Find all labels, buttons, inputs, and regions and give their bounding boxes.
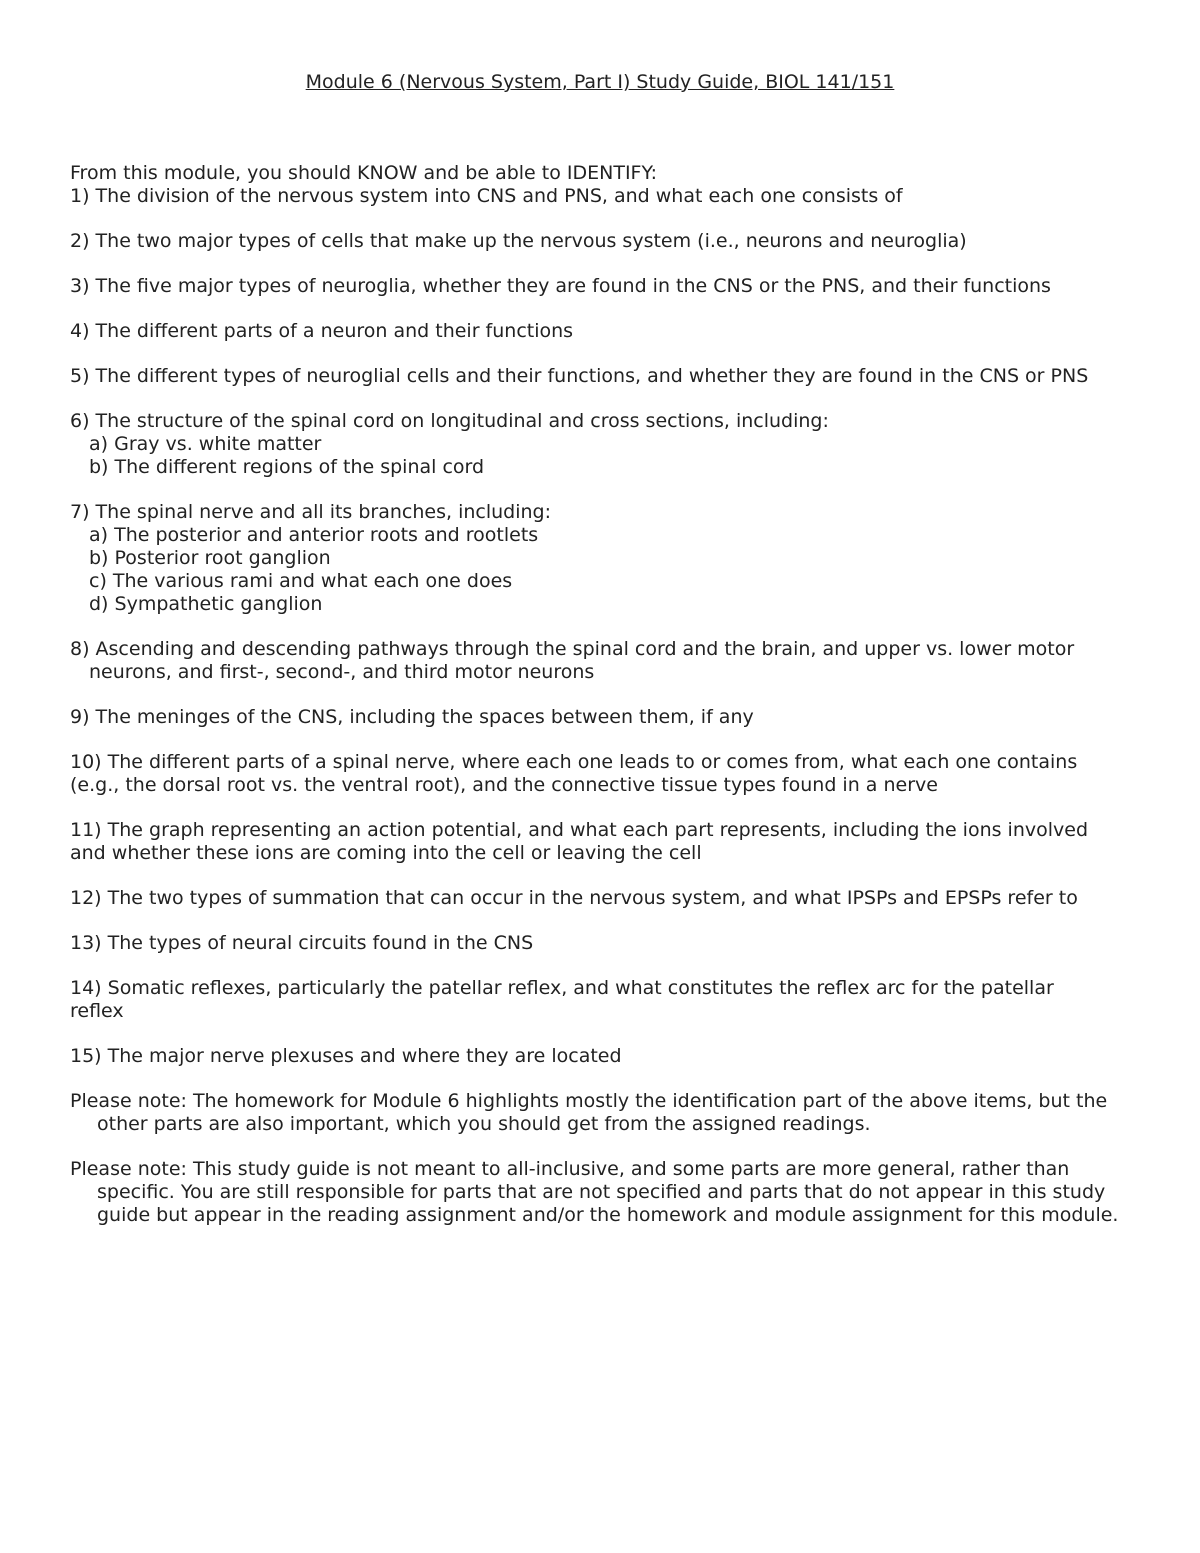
study-item-6 (70, 410, 1150, 479)
sub-item: b) Posterior root ganglion (89, 547, 331, 569)
item-line: 15) The major nerve plexuses and where they are located (70, 1045, 622, 1067)
study-item-11 (70, 819, 1150, 865)
note-homework: Please note: The homework for Module 6 highlights mostly the identification part of the above items, but the other parts are also important, which you should get from the assigned readings. (70, 1090, 1108, 1135)
study-item-12 (70, 887, 1150, 910)
item-line: 4) The different parts of a neuron and their functions (70, 320, 574, 342)
study-item-15 (70, 1045, 1150, 1068)
study-item-8 (70, 638, 1150, 684)
item-line: 6) The structure of the spinal cord on longitudinal and cross sections, including: (70, 410, 829, 432)
study-item-13 (70, 932, 1150, 955)
item-line: reflex (70, 1000, 124, 1022)
item-line: 11) The graph representing an action potential, and what each part represents, including the ions involved (70, 819, 1089, 841)
study-item-7 (70, 501, 1150, 616)
study-item-5 (70, 365, 1150, 388)
item-continuation: neurons, and first-, second-, and third motor neurons (89, 661, 595, 683)
study-item-3 (70, 275, 1150, 298)
study-item-4 (70, 320, 1150, 343)
study-item-1 (70, 185, 1150, 208)
item-line: 12) The two types of summation that can occur in the nervous system, and what IPSPs and EPSPs refer to (70, 887, 1078, 909)
study-item-14 (70, 977, 1150, 1023)
item-line: 3) The five major types of neuroglia, whether they are found in the CNS or the PNS, and their functions (70, 275, 1051, 297)
study-item-10 (70, 751, 1150, 797)
sub-item: a) The posterior and anterior roots and rootlets (89, 524, 539, 546)
study-item-9 (70, 706, 1150, 729)
item-line: 2) The two major types of cells that make up the nervous system (i.e., neurons and neuroglia) (70, 230, 967, 252)
item-line: 1) The division of the nervous system into CNS and PNS, and what each one consists of (70, 185, 903, 207)
sub-item: c) The various rami and what each one does (89, 570, 513, 592)
note-disclaimer: Please note: This study guide is not meant to all-inclusive, and some parts are more general, rather than specific. You are still responsible for parts that are not specified and parts that do not appear in this study guide but appear in the reading assignment and/or the homework and module assignment for this module. (70, 1158, 1119, 1226)
item-line: and whether these ions are coming into the cell or leaving the cell (70, 842, 702, 864)
item-line: 10) The different parts of a spinal nerve, where each one leads to or comes from, what each one contains (70, 751, 1078, 773)
sub-item: b) The different regions of the spinal cord (89, 456, 485, 478)
item-line: 13) The types of neural circuits found in the CNS (70, 932, 534, 954)
sub-item: d) Sympathetic ganglion (89, 593, 323, 615)
item-line: 7) The spinal nerve and all its branches, including: (70, 501, 552, 523)
study-item-2 (70, 230, 1150, 253)
intro-text: From this module, you should KNOW and be able to IDENTIFY: (70, 162, 657, 184)
item-line: 8) Ascending and descending pathways through the spinal cord and the brain, and upper vs. lower motor (70, 638, 1075, 660)
document-title: Module 6 (Nervous System, Part I) Study Guide, BIOL 141/151 (305, 71, 895, 93)
sub-item: a) Gray vs. white matter (89, 433, 322, 455)
item-line: 14) Somatic reflexes, particularly the patellar reflex, and what constitutes the reflex arc for the patellar (70, 977, 1054, 999)
item-line: (e.g., the dorsal root vs. the ventral root), and the connective tissue types found in a nerve (70, 774, 938, 796)
item-line: 5) The different types of neuroglial cells and their functions, and whether they are found in the CNS or PNS (70, 365, 1089, 387)
document-body (70, 162, 1150, 1249)
item-line: 9) The meninges of the CNS, including the spaces between them, if any (70, 706, 754, 728)
